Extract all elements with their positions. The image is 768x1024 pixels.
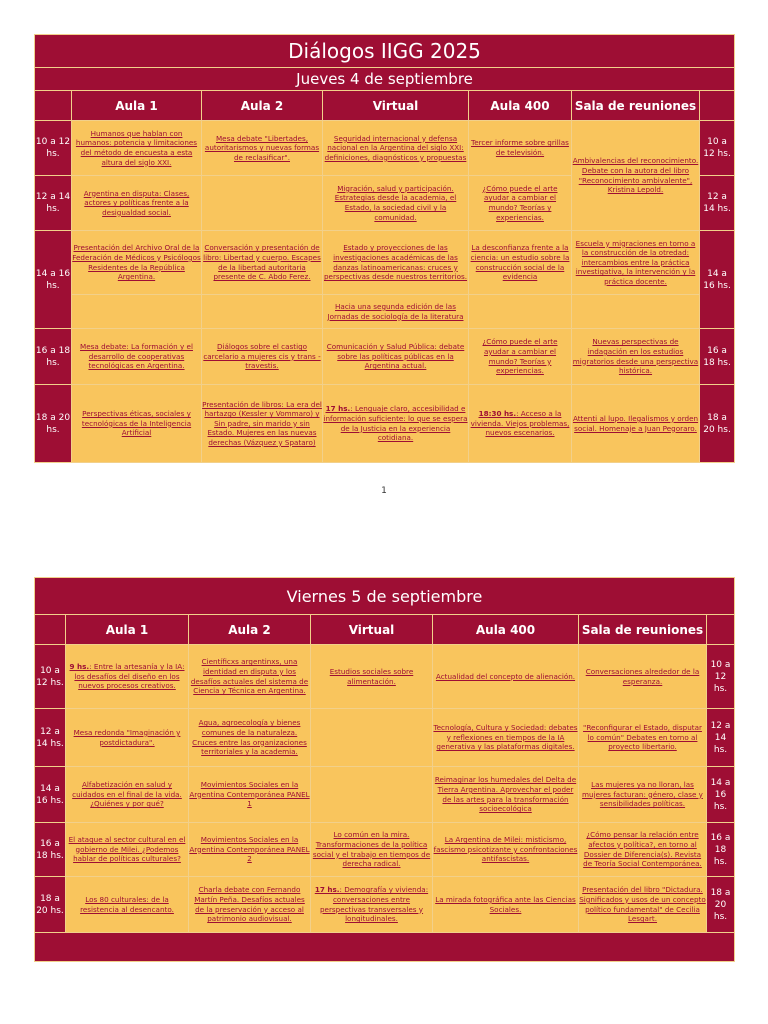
event-link[interactable]: Las mujeres ya no lloran, las mujeres facturan: género, clase y sensibilidades políticas. bbox=[579, 767, 707, 823]
time-label: 12 a 14 hs. bbox=[35, 176, 72, 231]
time-label: 16 a 18 hs. bbox=[35, 823, 66, 877]
event-link[interactable]: Científicxs argentinxs, una identidad en disputa y los desafíos actuales del sistema de Ciencia y Técnica en Argentina. bbox=[189, 645, 311, 709]
column-header-aula400: Aula 400 bbox=[469, 91, 572, 121]
time-label: 10 a 12 hs. bbox=[707, 645, 735, 709]
event-link[interactable]: La desconfianza frente a la ciencia: un estudio sobre la construcción social de la evidencia bbox=[469, 231, 572, 295]
time-label: 18 a 20 hs. bbox=[700, 385, 735, 463]
empty-slot bbox=[311, 709, 433, 767]
time-label: 12 a 14 hs. bbox=[700, 176, 735, 231]
header-corner-right bbox=[707, 615, 735, 645]
column-header-sala: Sala de reuniones bbox=[572, 91, 700, 121]
event-link[interactable]: Nuevas perspectivas de indagación en los estudios migratorios desde una perspectiva histórica. bbox=[572, 329, 700, 385]
column-header-sala: Sala de reuniones bbox=[579, 615, 707, 645]
time-label: 12 a 14 hs. bbox=[35, 709, 66, 767]
event-link[interactable]: Presentación del Archivo Oral de la Federación de Médicos y Psicólogos Residentes de la República Argentina. bbox=[72, 231, 202, 295]
event-link[interactable]: "Reconfigurar el Estado, disputar lo común" Debates en torno al proyecto libertario. bbox=[579, 709, 707, 767]
event-link[interactable]: Argentina en disputa: Clases, actores y políticas frente a la desigualdad social. bbox=[72, 176, 202, 231]
event-link[interactable]: Reimaginar los humedales del Delta de Tierra Argentina. Aprovechar el poder de las artes para la transformación socioecológica bbox=[433, 767, 579, 823]
event-link[interactable]: Movimientos Sociales en la Argentina Contemporánea PANEL 1 bbox=[189, 767, 311, 823]
empty-slot bbox=[202, 176, 323, 231]
event-time: 17 hs. bbox=[314, 885, 340, 895]
event-link[interactable]: Ambivalencias del reconocimiento. Debate con la autora del libro "Reconocimiento ambivalente", Kristina Lepold. bbox=[572, 121, 700, 231]
event-link[interactable]: Perspectivas éticas, sociales y tecnológicas de la Inteligencia Artificial bbox=[72, 385, 202, 463]
time-label: 16 a 18 hs. bbox=[35, 329, 72, 385]
header-corner-left bbox=[35, 91, 72, 121]
column-header-aula400: Aula 400 bbox=[433, 615, 579, 645]
event-link[interactable]: La Argentina de Milei: misticismo, fascismo psicotizante y confrontaciones antifascistas. bbox=[433, 823, 579, 877]
event-link[interactable]: Diálogos sobre el castigo carcelario a mujeres cis y trans - travestis. bbox=[202, 329, 323, 385]
header-corner-left bbox=[35, 615, 66, 645]
event-title: : Entre la artesanía y la IA: los desafíos del diseño en los nuevos procesos creativos. bbox=[74, 662, 185, 691]
event-link[interactable]: Comunicación y Salud Pública: debate sobre las políticas públicas en la Argentina actual. bbox=[323, 329, 469, 385]
event-link[interactable] bbox=[66, 645, 189, 709]
page-title: Diálogos IIGG 2025 bbox=[35, 35, 735, 68]
event-link[interactable] bbox=[323, 385, 469, 463]
event-link[interactable]: Tecnología, Cultura y Sociedad: debates y reflexiones en tiempos de la IA generativa y las plataformas digitales. bbox=[433, 709, 579, 767]
event-link[interactable]: Mesa debate: La formación y el desarrollo de cooperativas tecnológicas en Argentina. bbox=[72, 329, 202, 385]
empty-slot bbox=[72, 295, 202, 329]
event-link[interactable]: ¿Cómo puede el arte ayudar a cambiar el mundo? Teorías y experiencias. bbox=[469, 329, 572, 385]
event-title: : Demografía y vivienda: conversaciones entre perspectivas transversales y longitudinales. bbox=[319, 885, 429, 924]
event-time: 17 hs. bbox=[325, 404, 351, 414]
event-link[interactable]: Seguridad internacional y defensa nacional en la Argentina del siglo XXI: definiciones, diagnósticos y propuestas bbox=[323, 121, 469, 176]
event-link[interactable]: Escuela y migraciones en torno a la construcción de la otredad: intercambios entre la práctica investigativa, la intervención y la práctica docente. bbox=[572, 231, 700, 295]
event-link[interactable] bbox=[469, 385, 572, 463]
empty-slot bbox=[311, 767, 433, 823]
event-link[interactable]: Estudios sociales sobre alimentación. bbox=[311, 645, 433, 709]
empty-slot bbox=[572, 295, 700, 329]
column-header-aula2: Aula 2 bbox=[189, 615, 311, 645]
time-label: 18 a 20 hs. bbox=[35, 877, 66, 933]
time-label: 16 a 18 hs. bbox=[700, 329, 735, 385]
time-label: 14 a 16 hs. bbox=[700, 231, 735, 329]
event-title: : Lenguaje claro, accesibilidad e información suficiente: lo que se espera de la Justicia en la experiencia cotidiana. bbox=[323, 404, 468, 443]
time-label: 10 a 12 hs. bbox=[35, 645, 66, 709]
event-link[interactable]: Humanos que hablan con humanos: potencia y limitaciones del método de encuesta a esta altura del siglo XXI. bbox=[72, 121, 202, 176]
header-corner-right bbox=[700, 91, 735, 121]
time-label: 14 a 16 hs. bbox=[35, 767, 66, 823]
event-link[interactable]: Presentación de libros: La era del hartazgo (Kessler y Vommaro) y Sin padre, sin marido y sin Estado. Mujeres en las nuevas derechas (Vázquez y Spataro) bbox=[202, 385, 323, 463]
event-link[interactable]: ¿Cómo pensar la relación entre afectos y política?, en torno al Dossier de Diferencia(s). Revista de Teoría Social Contemporánea. bbox=[579, 823, 707, 877]
event-link[interactable]: Lo común en la mira. Transformaciones de la política social y el trabajo en tiempos de derecha radical. bbox=[311, 823, 433, 877]
day-title-thursday: Jueves 4 de septiembre bbox=[35, 68, 735, 91]
column-header-virtual: Virtual bbox=[311, 615, 433, 645]
time-label: 18 a 20 hs. bbox=[707, 877, 735, 933]
event-time: 18:30 hs. bbox=[478, 409, 517, 419]
event-link[interactable]: Mesa debate "Libertades, autoritarismos y nuevas formas de reclasificar". bbox=[202, 121, 323, 176]
time-label: 14 a 16 hs. bbox=[707, 767, 735, 823]
page-number: 1 bbox=[381, 486, 387, 496]
event-link[interactable]: La mirada fotográfica ante las Ciencias Sociales. bbox=[433, 877, 579, 933]
schedule-table-thursday bbox=[34, 34, 735, 463]
column-header-aula1: Aula 1 bbox=[66, 615, 189, 645]
event-link[interactable]: Alfabetización en salud y cuidados en el final de la vida. ¿Quiénes y por qué? bbox=[66, 767, 189, 823]
time-label: 14 a 16 hs. bbox=[35, 231, 72, 329]
event-link[interactable]: Agua, agroecología y bienes comunes de la naturaleza. Cruces entre las organizaciones territoriales y la academia. bbox=[189, 709, 311, 767]
event-link[interactable]: Conversación y presentación de libro: Libertad y cuerpo. Escapes de la libertad autoritaria presente de C. Abdo Ferez. bbox=[202, 231, 323, 295]
event-link[interactable]: Estado y proyecciones de las investigaciones académicas de las danzas latinoamericanas: cruces y perspectivas desde nuestros territorios. bbox=[323, 231, 469, 295]
event-link[interactable]: Attenti al lupo. Ilegalismos y orden social. Homenaje a Juan Pegoraro. bbox=[572, 385, 700, 463]
event-link[interactable]: Hacia una segunda edición de las Jornadas de sociología de la literatura bbox=[323, 295, 469, 329]
event-link[interactable]: Presentación del libro "Dictadura. Significados y usos de un concepto político fundamental" de Cecilia Lesgart. bbox=[579, 877, 707, 933]
empty-slot bbox=[469, 295, 572, 329]
schedule-table-friday bbox=[34, 577, 735, 962]
column-header-aula2: Aula 2 bbox=[202, 91, 323, 121]
day-title-friday: Viernes 5 de septiembre bbox=[35, 578, 735, 615]
event-link[interactable]: Migración, salud y participación. Estrategias desde la academia, el Estado, la sociedad civil y la comunidad. bbox=[323, 176, 469, 231]
event-link[interactable]: Actualidad del concepto de alienación. bbox=[433, 645, 579, 709]
column-header-virtual: Virtual bbox=[323, 91, 469, 121]
column-header-aula1: Aula 1 bbox=[72, 91, 202, 121]
time-label: 10 a 12 hs. bbox=[700, 121, 735, 176]
event-link[interactable]: Los 80 culturales: de la resistencia al desencanto. bbox=[66, 877, 189, 933]
table-footer bbox=[35, 933, 735, 962]
event-link[interactable]: Charla debate con Fernando Martín Peña. Desafíos actuales de la preservación y acceso al patrimonio audiovisual. bbox=[189, 877, 311, 933]
event-time: 9 hs. bbox=[69, 662, 90, 672]
event-link[interactable]: Conversaciones alrededor de la esperanza. bbox=[579, 645, 707, 709]
event-link[interactable]: El ataque al sector cultural en el gobierno de Milei. ¿Podemos hablar de políticas culturales? bbox=[66, 823, 189, 877]
event-link[interactable]: Mesa redonda "Imaginación y postdictadura". bbox=[66, 709, 189, 767]
event-link[interactable]: ¿Cómo puede el arte ayudar a cambiar el mundo? Teorías y experiencias. bbox=[469, 176, 572, 231]
time-label: 12 a 14 hs. bbox=[707, 709, 735, 767]
time-label: 10 a 12 hs. bbox=[35, 121, 72, 176]
event-link[interactable]: Tercer informe sobre grillas de televisión. bbox=[469, 121, 572, 176]
empty-slot bbox=[202, 295, 323, 329]
event-link[interactable]: Movimientos Sociales en la Argentina Contemporánea PANEL 2 bbox=[189, 823, 311, 877]
event-title: : Acceso a la vivienda. Viejos problemas, nuevos escenarios. bbox=[470, 409, 570, 438]
time-label: 16 a 18 hs. bbox=[707, 823, 735, 877]
event-link[interactable] bbox=[311, 877, 433, 933]
time-label: 18 a 20 hs. bbox=[35, 385, 72, 463]
